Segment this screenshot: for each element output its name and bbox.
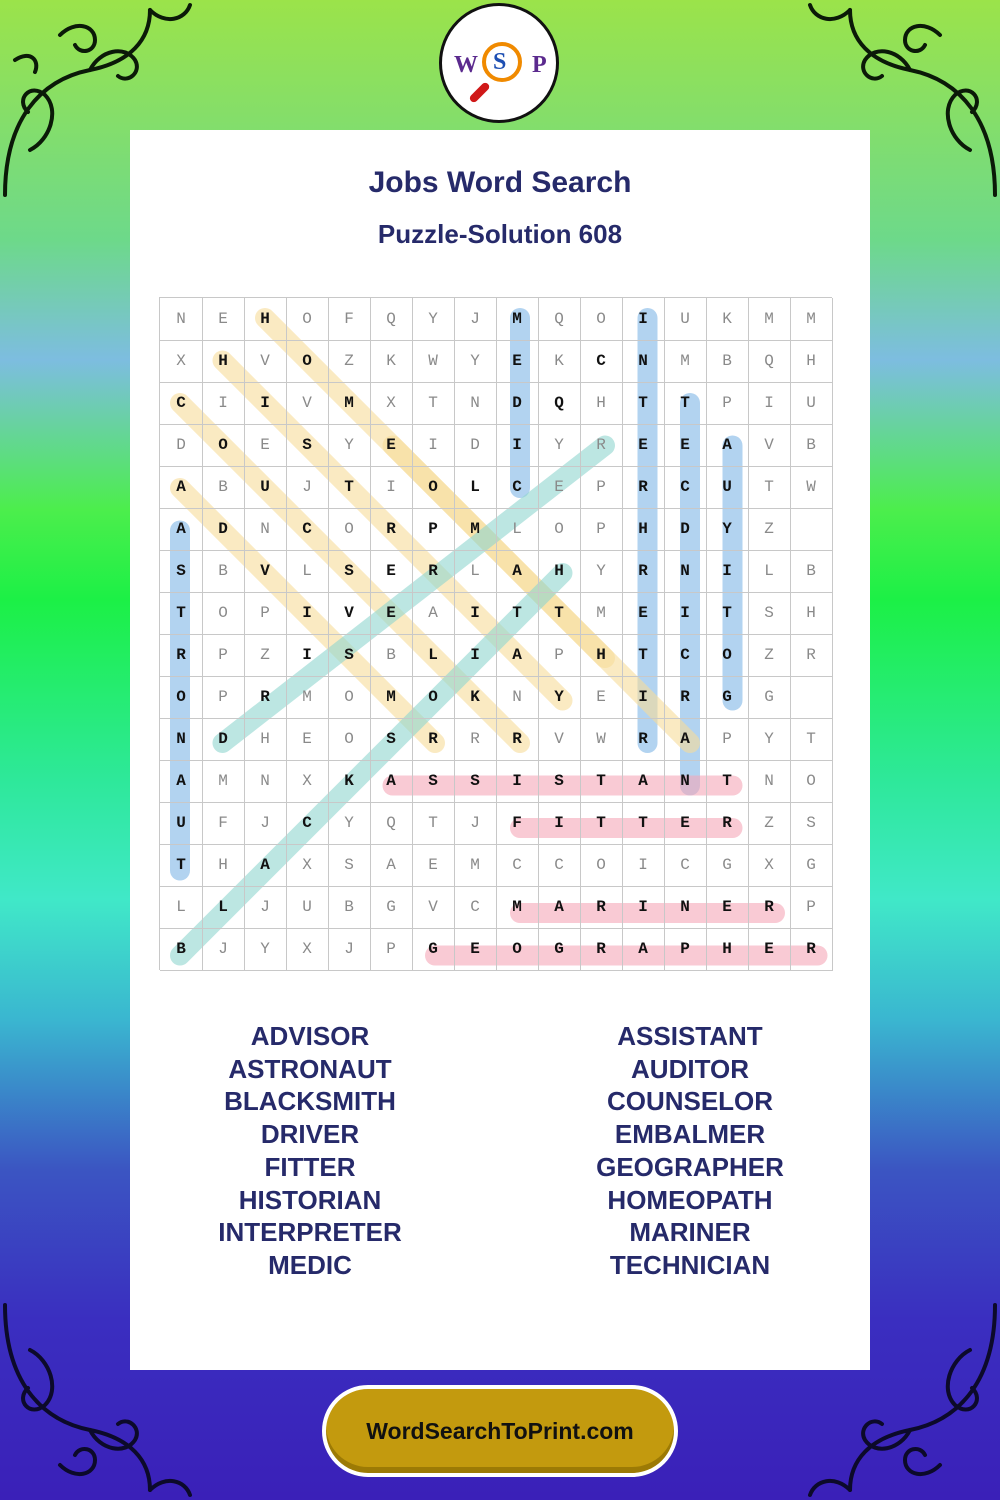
grid-cell: U (664, 298, 707, 341)
grid-cell: S (328, 844, 371, 887)
word-list-item: ASTRONAUT (228, 1053, 392, 1084)
grid-cell: P (412, 508, 455, 551)
grid-cell: O (160, 676, 203, 719)
grid-cell: T (706, 592, 749, 635)
grid-cell: Y (454, 340, 497, 383)
grid-cell: U (244, 466, 287, 509)
grid-cell: M (454, 844, 497, 887)
grid-cell: M (454, 508, 497, 551)
grid-cell: P (580, 466, 623, 509)
word-list-right (510, 1020, 870, 1282)
grid-cell: R (790, 928, 833, 971)
grid-cell: M (496, 298, 539, 341)
grid-cell: H (790, 592, 833, 635)
word-list-item: HOMEOPATH (607, 1184, 773, 1215)
grid-cell: X (286, 844, 329, 887)
grid-cell: S (286, 424, 329, 467)
grid-cell: H (244, 298, 287, 341)
grid-cell: I (706, 550, 749, 593)
grid-cell: R (454, 718, 497, 761)
grid-cell: R (580, 928, 623, 971)
word-list-item: COUNSELOR (606, 1086, 774, 1117)
grid-cell: I (370, 466, 413, 509)
grid-cell: A (496, 634, 539, 677)
grid-cell: E (244, 424, 287, 467)
grid-cell: D (454, 424, 497, 467)
grid-cell: E (370, 424, 413, 467)
grid-cell: C (454, 886, 497, 929)
grid-cell: U (160, 802, 203, 845)
word-list-item: TECHNICIAN (609, 1249, 771, 1280)
grid-cell: C (538, 844, 581, 887)
grid-cell: Y (538, 424, 581, 467)
grid-cell: M (286, 676, 329, 719)
grid-cell: B (370, 634, 413, 677)
grid-cell: M (496, 886, 539, 929)
grid-cell: E (706, 886, 749, 929)
grid-cell: Y (244, 928, 287, 971)
grid-cell: G (706, 844, 749, 887)
grid-cell: X (370, 382, 413, 425)
grid-cell: A (160, 466, 203, 509)
grid-cell: B (160, 928, 203, 971)
grid-cell: C (160, 382, 203, 425)
page-subtitle: Puzzle-Solution 608 (377, 219, 623, 249)
grid-cell: Y (580, 550, 623, 593)
grid-cell: I (496, 424, 539, 467)
grid-cell: Y (748, 718, 791, 761)
word-list-item: FITTER (264, 1151, 356, 1182)
grid-cell: T (580, 760, 623, 803)
word-list-item: BLACKSMITH (224, 1086, 396, 1117)
grid-cell: S (454, 760, 497, 803)
grid-cell: M (790, 298, 833, 341)
grid-cell: M (370, 676, 413, 719)
grid-cell: Z (748, 634, 791, 677)
grid-cell: O (580, 298, 623, 341)
grid-cell: A (496, 550, 539, 593)
grid-cell: P (202, 634, 245, 677)
puzzle-grid-area (159, 297, 841, 979)
grid-cell: V (412, 886, 455, 929)
grid-cell: R (580, 886, 623, 929)
grid-cell: B (202, 466, 245, 509)
grid-cell: T (496, 592, 539, 635)
grid-cell: N (244, 508, 287, 551)
grid-cell: G (412, 928, 455, 971)
grid-cell: A (370, 844, 413, 887)
grid-cell: P (538, 634, 581, 677)
grid-cell: Q (370, 298, 413, 341)
grid-cell: I (286, 592, 329, 635)
grid-cell: J (454, 802, 497, 845)
grid-cell: K (370, 340, 413, 383)
grid-cell: A (538, 886, 581, 929)
grid-cell: E (622, 592, 665, 635)
grid-cell: R (580, 424, 623, 467)
grid-cell: A (622, 928, 665, 971)
grid-cell: K (328, 760, 371, 803)
grid-cell: H (538, 550, 581, 593)
grid-cell: J (244, 886, 287, 929)
grid-cell: T (580, 802, 623, 845)
grid-cell: H (790, 340, 833, 383)
grid-cell: Z (748, 508, 791, 551)
grid-cell: T (706, 760, 749, 803)
grid-cell: I (454, 592, 497, 635)
grid-cell: R (160, 634, 203, 677)
grid-cell: T (538, 592, 581, 635)
grid-cell: S (370, 718, 413, 761)
grid-cell: A (706, 424, 749, 467)
grid-cell: C (496, 466, 539, 509)
grid-cell: N (622, 340, 665, 383)
grid-cell: L (202, 886, 245, 929)
grid-cell: Z (328, 340, 371, 383)
grid-cell: E (496, 340, 539, 383)
grid-cell: H (580, 634, 623, 677)
grid-cell: C (286, 802, 329, 845)
grid-cell: Z (748, 802, 791, 845)
grid-cell: L (496, 508, 539, 551)
grid-cell: P (706, 718, 749, 761)
grid-cell: U (790, 382, 833, 425)
grid-cell: W (790, 466, 833, 509)
grid-cell: T (622, 634, 665, 677)
grid-cell: D (664, 508, 707, 551)
grid-cell: H (706, 928, 749, 971)
grid-cell: I (622, 676, 665, 719)
grid-cell: N (454, 382, 497, 425)
magnifier-handle (468, 81, 491, 104)
grid-cell: U (706, 466, 749, 509)
grid-cell: I (538, 802, 581, 845)
grid-cell: O (706, 634, 749, 677)
grid-cell: N (664, 550, 707, 593)
grid-cell: D (202, 508, 245, 551)
word-list-item: ADVISOR (250, 1021, 370, 1051)
grid-cell: V (328, 592, 371, 635)
grid-cell: M (664, 340, 707, 383)
grid-cell: Y (538, 676, 581, 719)
grid-cell: N (160, 718, 203, 761)
grid-cell: V (748, 424, 791, 467)
grid-cell: O (496, 928, 539, 971)
grid-cell: I (454, 634, 497, 677)
grid-cell: T (790, 718, 833, 761)
grid-cell: B (790, 424, 833, 467)
grid-cell: E (370, 592, 413, 635)
grid-cell: L (286, 550, 329, 593)
grid-cell: O (538, 508, 581, 551)
grid-cell: V (538, 718, 581, 761)
grid-cell: R (370, 508, 413, 551)
grid-cell: A (370, 760, 413, 803)
grid-cell: Y (706, 508, 749, 551)
grid-cell: A (412, 592, 455, 635)
grid-cell: L (412, 634, 455, 677)
grid-cell: T (748, 466, 791, 509)
grid-cell: U (286, 886, 329, 929)
grid-cell: Y (328, 802, 371, 845)
grid-cell: M (580, 592, 623, 635)
grid-cell: O (328, 508, 371, 551)
grid-cell: N (496, 676, 539, 719)
grid-cell: O (412, 466, 455, 509)
grid-cell: N (664, 886, 707, 929)
grid-cell: B (706, 340, 749, 383)
grid-cell: P (370, 928, 413, 971)
grid-cell: O (286, 340, 329, 383)
grid-cell: O (328, 718, 371, 761)
logo-letter-s: S (493, 49, 507, 75)
grid-cell: E (538, 466, 581, 509)
grid-cell: E (580, 676, 623, 719)
grid-cell: O (412, 676, 455, 719)
grid-cell: S (328, 634, 371, 677)
wsp-logo[interactable] (439, 3, 559, 123)
grid-cell: T (412, 802, 455, 845)
grid-cell: I (622, 298, 665, 341)
grid-cell: Y (412, 298, 455, 341)
grid-cell: J (286, 466, 329, 509)
grid-cell: L (454, 550, 497, 593)
grid-cell: R (622, 466, 665, 509)
grid-cell: R (622, 718, 665, 761)
grid-cell: G (706, 676, 749, 719)
grid-cell: E (748, 928, 791, 971)
word-list-item: MEDIC (268, 1249, 352, 1280)
grid-cell: T (664, 382, 707, 425)
grid-cell: T (328, 466, 371, 509)
grid-cell: S (412, 760, 455, 803)
grid-cell: I (202, 382, 245, 425)
grid-cell: S (790, 802, 833, 845)
grid-cell: I (286, 634, 329, 677)
word-list-item: EMBALMER (614, 1119, 766, 1150)
grid-cell: W (580, 718, 623, 761)
grid-cell: E (202, 298, 245, 341)
grid-cell: C (496, 844, 539, 887)
grid-cell: C (664, 466, 707, 509)
letter-grid (159, 297, 832, 970)
grid-cell: Z (244, 634, 287, 677)
grid-cell: X (286, 928, 329, 971)
grid-cell: S (748, 592, 791, 635)
grid-cell: K (706, 298, 749, 341)
grid-cell: F (202, 802, 245, 845)
grid-cell: R (412, 550, 455, 593)
grid-cell: R (748, 886, 791, 929)
word-list-item: HISTORIAN (238, 1184, 382, 1215)
grid-cell: H (580, 382, 623, 425)
grid-cell: Y (328, 424, 371, 467)
grid-cell: X (160, 340, 203, 383)
grid-cell: V (286, 382, 329, 425)
grid-cell: L (454, 466, 497, 509)
grid-cell: T (160, 844, 203, 887)
grid-cell (790, 508, 833, 551)
grid-cell: T (412, 382, 455, 425)
grid-cell: T (160, 592, 203, 635)
grid-cell (790, 676, 833, 719)
grid-cell: P (580, 508, 623, 551)
grid-cell: E (370, 550, 413, 593)
grid-cell: G (538, 928, 581, 971)
grid-cell: H (622, 508, 665, 551)
grid-cell: C (580, 340, 623, 383)
grid-cell: R (790, 634, 833, 677)
logo-letter-p: P (532, 52, 547, 78)
grid-cell: N (748, 760, 791, 803)
grid-cell: O (202, 424, 245, 467)
grid-cell: L (748, 550, 791, 593)
grid-cell: H (202, 844, 245, 887)
grid-cell: R (412, 718, 455, 761)
grid-cell: K (454, 676, 497, 719)
word-list-item: INTERPRETER (218, 1217, 402, 1248)
grid-cell: O (790, 760, 833, 803)
grid-cell: M (328, 382, 371, 425)
grid-cell: P (706, 382, 749, 425)
grid-cell: F (496, 802, 539, 845)
grid-cell: J (454, 298, 497, 341)
grid-cell: D (496, 382, 539, 425)
grid-cell: A (622, 760, 665, 803)
grid-cell: C (664, 634, 707, 677)
grid-cell: P (244, 592, 287, 635)
grid-cell: M (202, 760, 245, 803)
grid-cell: Q (538, 382, 581, 425)
grid-cell: J (202, 928, 245, 971)
grid-cell: N (160, 298, 203, 341)
grid-cell: O (580, 844, 623, 887)
grid-cell: E (622, 424, 665, 467)
grid-cell: R (496, 718, 539, 761)
word-list-item: DRIVER (260, 1119, 360, 1150)
grid-cell: O (328, 676, 371, 719)
grid-cell: W (412, 340, 455, 383)
grid-cell: E (412, 844, 455, 887)
word-list-item: GEOGRAPHER (596, 1151, 784, 1182)
grid-cell: S (538, 760, 581, 803)
grid-cell: V (244, 550, 287, 593)
grid-cell: A (244, 844, 287, 887)
grid-cell: A (664, 718, 707, 761)
grid-cell: J (328, 928, 371, 971)
word-list-item: MARINER (629, 1217, 751, 1248)
grid-cell: C (286, 508, 329, 551)
grid-cell: I (622, 844, 665, 887)
grid-cell: G (370, 886, 413, 929)
grid-cell: J (244, 802, 287, 845)
grid-cell: O (202, 592, 245, 635)
grid-cell: E (286, 718, 329, 761)
grid-cell: I (496, 760, 539, 803)
grid-cell: R (244, 676, 287, 719)
grid-cell: I (664, 592, 707, 635)
grid-cell: T (622, 382, 665, 425)
grid-cell: G (790, 844, 833, 887)
grid-cell: G (748, 676, 791, 719)
grid-cell: T (622, 802, 665, 845)
grid-cell: B (790, 550, 833, 593)
grid-cell: B (202, 550, 245, 593)
grid-cell: M (748, 298, 791, 341)
site-link-button[interactable]: WordSearchToPrint.com (322, 1385, 678, 1477)
grid-cell: N (664, 760, 707, 803)
grid-cell: F (328, 298, 371, 341)
word-list-left (130, 1020, 490, 1282)
grid-cell: E (664, 802, 707, 845)
grid-cell: K (538, 340, 581, 383)
grid-cell: R (706, 802, 749, 845)
grid-cell: C (664, 844, 707, 887)
grid-cell: N (244, 760, 287, 803)
grid-cell: Q (538, 298, 581, 341)
grid-cell: R (622, 550, 665, 593)
grid-cell: X (748, 844, 791, 887)
grid-cell: H (202, 340, 245, 383)
grid-cell: P (664, 928, 707, 971)
grid-cell: I (244, 382, 287, 425)
grid-cell: R (664, 676, 707, 719)
logo-letter-w: W (454, 52, 478, 78)
grid-cell: A (160, 508, 203, 551)
grid-cell: V (244, 340, 287, 383)
grid-cell: H (244, 718, 287, 761)
grid-cell: A (160, 760, 203, 803)
word-list-item: ASSISTANT (617, 1021, 763, 1051)
page-title: Jobs Word Search (368, 166, 632, 199)
grid-cell: E (664, 424, 707, 467)
grid-cell: I (748, 382, 791, 425)
grid-cell: B (328, 886, 371, 929)
grid-cell: O (286, 298, 329, 341)
grid-cell: I (412, 424, 455, 467)
grid-cell: P (202, 676, 245, 719)
grid-cell: S (160, 550, 203, 593)
grid-cell: D (202, 718, 245, 761)
puzzle-panel (130, 130, 870, 1370)
grid-cell: E (454, 928, 497, 971)
grid-cell: Q (748, 340, 791, 383)
grid-cell: S (328, 550, 371, 593)
grid-cell: X (286, 760, 329, 803)
grid-cell: D (160, 424, 203, 467)
grid-cell: P (790, 886, 833, 929)
grid-cell: I (622, 886, 665, 929)
grid-cell: L (160, 886, 203, 929)
word-list-item: AUDITOR (631, 1053, 749, 1084)
grid-cell: Q (370, 802, 413, 845)
